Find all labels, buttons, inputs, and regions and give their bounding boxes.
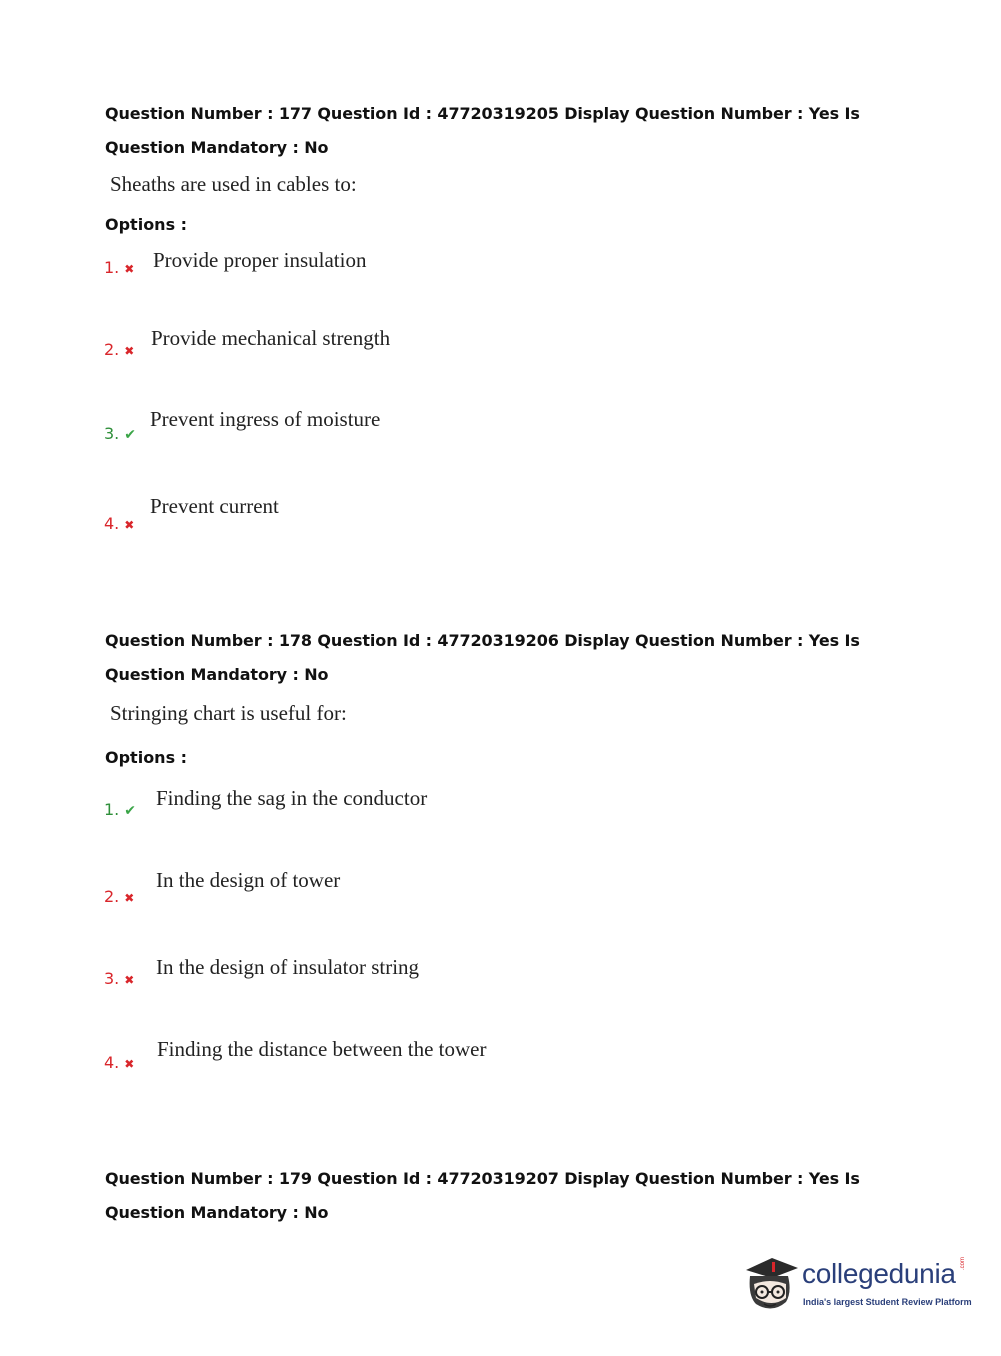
option-text: In the design of insulator string bbox=[156, 955, 420, 979]
options-label: Options : bbox=[105, 748, 188, 767]
logo-wordmark: collegedunia bbox=[802, 1258, 956, 1289]
mascot-icon bbox=[742, 1250, 802, 1320]
check-icon: ✔ bbox=[124, 427, 136, 443]
option-text: Finding the distance between the tower bbox=[157, 1037, 487, 1061]
question-header: Question Number : 179 Question Id : 47720319207 Display Question Number : Yes Is Question Mandatory : No bbox=[105, 1169, 860, 1222]
logo-tagline: India's largest Student Review Platform bbox=[803, 1297, 972, 1307]
option-number: 1. ✔ bbox=[104, 800, 136, 819]
option-text: Prevent ingress of moisture bbox=[150, 407, 381, 431]
question-header: Question Number : 177 Question Id : 47720319205 Display Question Number : Yes Is Question Mandatory : No bbox=[105, 104, 860, 157]
cross-icon: ✖ bbox=[124, 344, 135, 358]
question-header: Question Number : 178 Question Id : 47720319206 Display Question Number : Yes Is Question Mandatory : No bbox=[105, 631, 860, 684]
option-text: Provide proper insulation bbox=[153, 248, 367, 272]
option-text: In the design of tower bbox=[156, 868, 341, 892]
cross-icon: ✖ bbox=[124, 262, 135, 276]
cross-icon: ✖ bbox=[124, 973, 135, 987]
option-number: 2. ✖ bbox=[104, 340, 135, 359]
logo-suffix: .com bbox=[960, 1256, 966, 1270]
question-text: Sheaths are used in cables to: bbox=[110, 172, 357, 196]
cross-icon: ✖ bbox=[124, 1057, 135, 1071]
collegedunia-logo bbox=[742, 1250, 972, 1320]
option-number: 4. ✖ bbox=[104, 514, 135, 533]
option-text: Finding the sag in the conductor bbox=[156, 786, 428, 810]
option-text: Prevent current bbox=[150, 494, 279, 518]
option-number: 4. ✖ bbox=[104, 1053, 135, 1072]
cross-icon: ✖ bbox=[124, 518, 135, 532]
options-label: Options : bbox=[105, 215, 188, 234]
option-number: 3. ✔ bbox=[104, 424, 136, 443]
option-text: Provide mechanical strength bbox=[151, 326, 391, 350]
question-text: Stringing chart is useful for: bbox=[110, 701, 347, 725]
option-number: 3. ✖ bbox=[104, 969, 135, 988]
cross-icon: ✖ bbox=[124, 891, 135, 905]
check-icon: ✔ bbox=[124, 803, 136, 819]
option-number: 2. ✖ bbox=[104, 887, 135, 906]
option-number: 1. ✖ bbox=[104, 258, 135, 277]
